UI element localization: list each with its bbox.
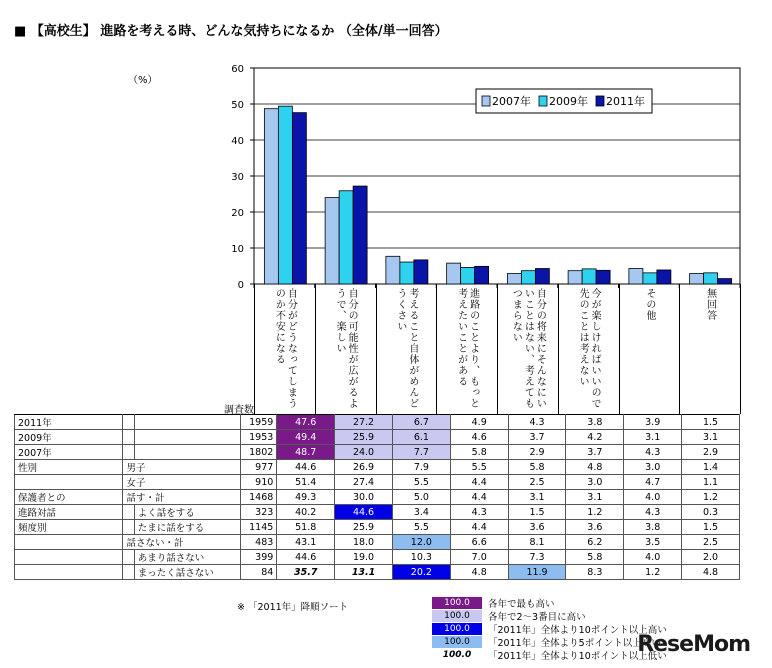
value-cell: 4.4 [450, 475, 508, 490]
y-tick-label: 30 [231, 172, 244, 183]
legend-key-item [432, 609, 586, 623]
row-group-label: 性別 [15, 460, 123, 475]
table-row [15, 505, 740, 520]
label-divider [558, 284, 559, 414]
row-detail-label [134, 445, 240, 460]
bar [507, 274, 521, 284]
value-cell: 35.7 [277, 565, 335, 580]
bar [292, 113, 306, 284]
legend-swatch [482, 96, 490, 106]
row-group-label [15, 535, 123, 550]
value-cell: 3.1 [508, 490, 566, 505]
sample-size-cell: 1802 [241, 445, 277, 460]
label-divider [436, 284, 437, 414]
value-cell: 2.5 [508, 475, 566, 490]
value-cell: 10.3 [392, 550, 450, 565]
row-subgroup-label [123, 520, 134, 535]
table-row [15, 415, 740, 430]
row-detail-label: たまに話をする [134, 520, 240, 535]
value-cell: 8.3 [566, 565, 624, 580]
value-cell: 19.0 [335, 550, 393, 565]
category-label: 自分の将来にそんなにいいことはない、考えてもつまらない [510, 288, 546, 409]
bar [264, 109, 278, 284]
sample-size-cell: 84 [241, 565, 277, 580]
row-group-label: 頻度別 [15, 520, 123, 535]
label-divider [740, 284, 741, 414]
value-cell: 6.2 [566, 535, 624, 550]
label-divider [497, 284, 498, 414]
value-cell: 4.2 [566, 430, 624, 445]
legend-label: 2007年 [492, 95, 531, 108]
bar [475, 266, 489, 284]
value-cell: 4.8 [682, 565, 740, 580]
value-cell: 25.9 [335, 430, 393, 445]
value-cell: 44.6 [277, 550, 335, 565]
row-detail-label [134, 430, 240, 445]
legend-key-text: 各年で2～3番目に高い [488, 612, 586, 623]
value-cell: 5.5 [392, 520, 450, 535]
value-cell: 11.9 [508, 565, 566, 580]
table-row [15, 535, 740, 550]
bar [643, 273, 657, 284]
value-cell: 4.4 [450, 490, 508, 505]
y-tick-label: 20 [231, 208, 244, 219]
bar [353, 186, 367, 284]
value-cell: 4.7 [624, 475, 682, 490]
row-subgroup-label [123, 505, 134, 520]
value-cell: 3.8 [566, 415, 624, 430]
bar [629, 269, 643, 284]
value-cell: 13.1 [335, 565, 393, 580]
table-row [15, 490, 740, 505]
legend-swatch [596, 96, 604, 106]
bar [325, 198, 339, 284]
sample-size-cell: 1468 [241, 490, 277, 505]
category-label: 無回答 [704, 288, 716, 321]
bar [461, 267, 475, 284]
value-cell: 5.8 [450, 445, 508, 460]
row-subgroup-label: 話す・計 [123, 490, 241, 505]
value-cell: 49.4 [277, 430, 335, 445]
bar [657, 270, 671, 284]
legend-key-text: 「2011年」全体より10ポイント以上低い [488, 651, 667, 662]
value-cell: 1.2 [682, 490, 740, 505]
value-cell: 3.1 [682, 430, 740, 445]
data-table [14, 414, 740, 580]
table-row [15, 520, 740, 535]
row-detail-label [134, 415, 240, 430]
bar [447, 263, 461, 284]
row-subgroup-label [123, 445, 134, 460]
value-cell: 27.2 [335, 415, 393, 430]
value-cell: 4.8 [566, 460, 624, 475]
row-group-label: 保護者との [15, 490, 123, 505]
row-subgroup-label: 話さない・計 [123, 535, 241, 550]
value-cell: 3.7 [508, 430, 566, 445]
bar [535, 269, 549, 284]
value-cell: 4.8 [450, 565, 508, 580]
table-row [15, 430, 740, 445]
legend-label: 2011年 [606, 95, 645, 108]
legend-key-item [432, 622, 667, 636]
sample-size-cell: 910 [241, 475, 277, 490]
value-cell: 4.6 [450, 430, 508, 445]
category-label: 今が楽しければいいので先のことは考えない [577, 288, 601, 409]
value-cell: 4.0 [624, 550, 682, 565]
value-cell: 7.0 [450, 550, 508, 565]
table-row [15, 445, 740, 460]
value-cell: 7.3 [508, 550, 566, 565]
table-row [15, 565, 740, 580]
value-cell: 3.6 [508, 520, 566, 535]
value-cell: 2.9 [682, 445, 740, 460]
y-tick-label: 40 [231, 136, 244, 147]
value-cell: 44.6 [335, 505, 393, 520]
table-row [15, 550, 740, 565]
row-subgroup-label [123, 550, 134, 565]
unit-label: （%） [128, 75, 158, 86]
value-cell: 27.4 [335, 475, 393, 490]
row-subgroup-label: 男子 [123, 460, 241, 475]
category-label: 進路のことより、もっと考えたいことがある [455, 288, 479, 409]
sample-size-cell: 1959 [241, 415, 277, 430]
category-label: 考えること自体がめんどうくさい [394, 288, 418, 409]
row-subgroup-label [123, 415, 134, 430]
bar [568, 271, 582, 284]
row-group-label: 2009年 [15, 430, 123, 445]
table-row [15, 460, 740, 475]
row-subgroup-label: 女子 [123, 475, 241, 490]
value-cell: 40.2 [277, 505, 335, 520]
legend-swatch [539, 96, 547, 106]
value-cell: 4.4 [450, 520, 508, 535]
value-cell: 1.2 [566, 505, 624, 520]
value-cell: 6.1 [392, 430, 450, 445]
value-cell: 30.0 [335, 490, 393, 505]
bar [704, 273, 718, 284]
value-cell: 0.3 [682, 505, 740, 520]
value-cell: 48.7 [277, 445, 335, 460]
value-cell: 4.3 [624, 505, 682, 520]
value-cell: 8.1 [508, 535, 566, 550]
row-subgroup-label [123, 565, 134, 580]
bar [386, 256, 400, 284]
footnote: ※ 「2011年」降順ソート [237, 602, 349, 613]
legend-key-swatch: 100.0 [432, 636, 482, 648]
sample-size-cell: 483 [241, 535, 277, 550]
value-cell: 2.0 [682, 550, 740, 565]
y-tick-label: 50 [231, 100, 244, 111]
value-cell: 43.1 [277, 535, 335, 550]
legend-key-item [432, 596, 555, 610]
legend-key-swatch: 100.0 [432, 597, 482, 609]
resemom-logo: ReseMom [637, 632, 750, 657]
value-cell: 4.3 [450, 505, 508, 520]
value-cell: 26.9 [335, 460, 393, 475]
value-cell: 3.4 [392, 505, 450, 520]
bar [339, 191, 353, 284]
legend-key-swatch: 100.0 [432, 623, 482, 635]
row-subgroup-label [123, 430, 134, 445]
value-cell: 5.5 [450, 460, 508, 475]
table-row [15, 475, 740, 490]
y-tick-label: 10 [231, 244, 244, 255]
value-cell: 18.0 [335, 535, 393, 550]
value-cell: 25.9 [335, 520, 393, 535]
sample-size-cell: 1953 [241, 430, 277, 445]
row-group-label [15, 550, 123, 565]
value-cell: 1.5 [508, 505, 566, 520]
legend-label: 2009年 [549, 95, 588, 108]
value-cell: 4.9 [450, 415, 508, 430]
row-group-label: 2007年 [15, 445, 123, 460]
value-cell: 3.9 [624, 415, 682, 430]
row-group-label [15, 475, 123, 490]
label-divider [254, 284, 255, 414]
value-cell: 1.5 [682, 415, 740, 430]
sample-size-cell: 399 [241, 550, 277, 565]
legend-key-swatch: 100.0 [432, 649, 482, 661]
label-divider [376, 284, 377, 414]
bar [400, 262, 414, 284]
sample-size-cell: 323 [241, 505, 277, 520]
value-cell: 7.9 [392, 460, 450, 475]
value-cell: 24.0 [335, 445, 393, 460]
value-cell: 20.2 [392, 565, 450, 580]
value-cell: 4.3 [624, 445, 682, 460]
category-label: その他 [643, 288, 655, 321]
value-cell: 51.8 [277, 520, 335, 535]
value-cell: 1.2 [624, 565, 682, 580]
value-cell: 2.5 [682, 535, 740, 550]
y-tick-label: 60 [231, 64, 244, 75]
value-cell: 3.0 [566, 475, 624, 490]
value-cell: 5.5 [392, 475, 450, 490]
value-cell: 1.4 [682, 460, 740, 475]
legend-key-item [432, 635, 661, 649]
row-detail-label: よく話をする [134, 505, 240, 520]
sample-size-cell: 977 [241, 460, 277, 475]
value-cell: 49.3 [277, 490, 335, 505]
value-cell: 1.5 [682, 520, 740, 535]
sample-size-cell: 1145 [241, 520, 277, 535]
row-group-label: 進路対話 [15, 505, 123, 520]
value-cell: 3.6 [566, 520, 624, 535]
row-group-label [15, 565, 123, 580]
value-cell: 12.0 [392, 535, 450, 550]
category-label: 自分がどうなってしまうのか不安になる [273, 288, 297, 409]
value-cell: 5.8 [566, 550, 624, 565]
sample-size-header: 調査数 [224, 405, 254, 416]
bar [414, 260, 428, 284]
page-title: ■ 【高校生】 進路を考える時、どんな気持ちになるか （全体/単一回答） [14, 24, 448, 39]
bar-chart [0, 0, 772, 290]
value-cell: 3.1 [624, 430, 682, 445]
value-cell: 5.0 [392, 490, 450, 505]
label-divider [315, 284, 316, 414]
value-cell: 1.1 [682, 475, 740, 490]
value-cell: 47.6 [277, 415, 335, 430]
value-cell: 4.0 [624, 490, 682, 505]
row-detail-label: あまり話さない [134, 550, 240, 565]
row-detail-label: まったく話さない [134, 565, 240, 580]
value-cell: 44.6 [277, 460, 335, 475]
bar [582, 269, 596, 284]
label-divider [679, 284, 680, 414]
value-cell: 4.3 [508, 415, 566, 430]
legend-key-item [432, 648, 667, 662]
bar [718, 279, 732, 284]
value-cell: 6.6 [450, 535, 508, 550]
bar [278, 106, 292, 284]
value-cell: 3.5 [624, 535, 682, 550]
label-divider [619, 284, 620, 414]
legend-key-text: 「2011年」全体より10ポイント以上高い [488, 625, 667, 636]
bar [521, 271, 535, 284]
y-tick-label: 0 [237, 280, 244, 290]
value-cell: 3.0 [624, 460, 682, 475]
value-cell: 51.4 [277, 475, 335, 490]
legend-key-swatch: 100.0 [432, 610, 482, 622]
value-cell: 2.9 [508, 445, 566, 460]
bar [690, 274, 704, 284]
value-cell: 7.7 [392, 445, 450, 460]
legend-key-text: 各年で最も高い [488, 599, 555, 610]
row-group-label: 2011年 [15, 415, 123, 430]
value-cell: 5.8 [508, 460, 566, 475]
value-cell: 6.7 [392, 415, 450, 430]
value-cell: 3.1 [566, 490, 624, 505]
bar [596, 270, 610, 284]
value-cell: 3.7 [566, 445, 624, 460]
legend-key-text: 「2011年」全体より5ポイント以上高い [488, 638, 661, 649]
category-label: 自分の可能性が広がるようで、楽しい [334, 288, 358, 409]
value-cell: 3.8 [624, 520, 682, 535]
